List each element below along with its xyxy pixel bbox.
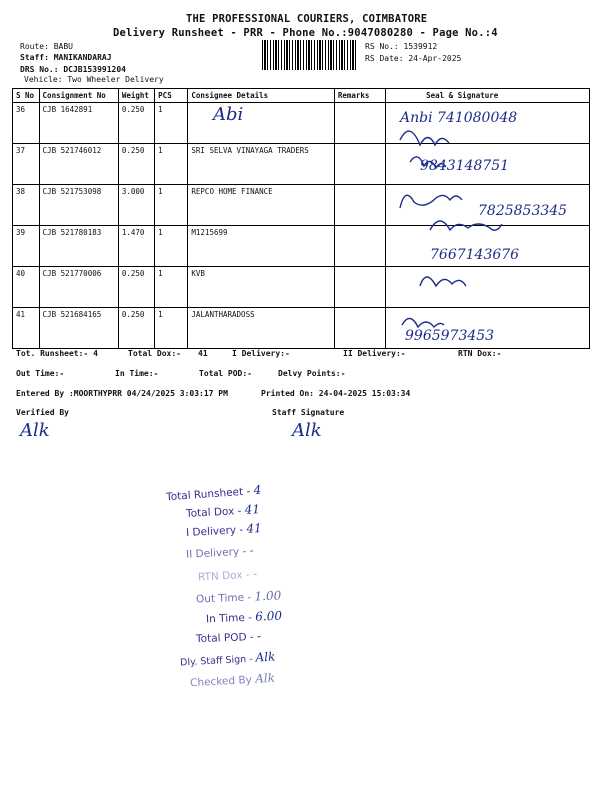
stamp-line-7: In Time - 6.00 (205, 608, 283, 626)
row-pcs: 1 (155, 144, 188, 185)
rtn-dox: RTN Dox:- (458, 349, 502, 358)
stamp-line-1: Total Runsheet - 4 (165, 482, 262, 504)
col-remarks: Remarks (334, 89, 385, 103)
seal-signature-36: Anbi 741080048 (400, 110, 518, 126)
row-remarks (334, 103, 385, 144)
row-weight: 1.470 (118, 226, 154, 267)
row-sno: 38 (13, 185, 40, 226)
verified-by-label: Verified By (16, 408, 69, 417)
row-consignee: JALANTHARADOSS (188, 308, 334, 349)
row-consignment: CJB 521780183 (39, 226, 118, 267)
company-title: THE PROFESSIONAL COURIERS, COIMBATORE (186, 13, 428, 25)
staff-signature: Alk (292, 420, 322, 441)
row-remarks (334, 226, 385, 267)
row-sno: 39 (13, 226, 40, 267)
route-label: Route: BABU (20, 42, 73, 51)
stamp-line-5: RTN Dox - - (197, 566, 258, 584)
row-pcs: 1 (155, 267, 188, 308)
row-weight: 3.000 (118, 185, 154, 226)
col-sno: S No (13, 89, 40, 103)
row-pcs: 1 (155, 308, 188, 349)
col-seal: Seal & Signature (386, 89, 590, 103)
vehicle-label: Vehicle: Two Wheeler Delivery (24, 75, 164, 84)
row-consignment: CJB 1642891 (39, 103, 118, 144)
stamp-line-8: Total POD - - (195, 628, 262, 646)
row-sno: 40 (13, 267, 40, 308)
stamp-line-9: Dly. Staff Sign - Alk (179, 649, 276, 669)
tot-runsheet: Tot. Runsheet:- 4 (16, 349, 98, 358)
row-pcs: 1 (155, 185, 188, 226)
row-remarks (334, 185, 385, 226)
row-consignment: CJB 521746012 (39, 144, 118, 185)
seal-signature-37: 9843148751 (420, 158, 510, 174)
row-consignment: CJB 521753098 (39, 185, 118, 226)
stamp-line-4: II Delivery - - (185, 543, 254, 561)
staff-label: Staff: MANIKANDARAJ (20, 53, 112, 62)
row-pcs: 1 (155, 103, 188, 144)
i-delivery: I Delivery:- (232, 349, 290, 358)
ii-delivery: II Delivery:- (343, 349, 406, 358)
row-consignment: CJB 521770006 (39, 267, 118, 308)
row-remarks (334, 144, 385, 185)
row-consignee: M1215699 (188, 226, 334, 267)
out-time: Out Time:- (16, 369, 65, 378)
seal-signature-41: 9965973453 (405, 328, 495, 344)
seal-signature-39: 7667143676 (430, 247, 520, 263)
entered-by: Entered By :MOORTHYPRR 04/24/2025 3:03:17 PM (16, 389, 228, 398)
drs-number: DRS No.: DCJB153991204 (20, 65, 126, 74)
stamp-line-3: I Delivery - 41 (185, 521, 263, 539)
rs-number: RS No.: 1539912 (365, 42, 438, 51)
seal-signature-38: 7825853345 (478, 203, 568, 219)
row-consignee (188, 103, 334, 144)
row-remarks (334, 308, 385, 349)
delvy-points: Delvy Points:- (278, 369, 346, 378)
stamp-line-6: Out Time - 1.00 (195, 588, 282, 606)
runsheet-subtitle: Delivery Runsheet - PRR - Phone No.:9047080280 - Page No.:4 (113, 27, 498, 39)
consignee-signature-36: Abi (213, 104, 244, 125)
rs-date: RS Date: 24-Apr-2025 (365, 54, 462, 63)
col-consignment: Consignment No (39, 89, 118, 103)
stamp-line-10: Checked By Alk (189, 670, 276, 690)
verified-signature: Alk (20, 420, 50, 441)
row-sno: 41 (13, 308, 40, 349)
col-pcs: PCS (155, 89, 188, 103)
barcode (262, 40, 358, 70)
total-dox-value: 41 (198, 349, 208, 358)
row-consignee: SRI SELVA VINAYAGA TRADERS (188, 144, 334, 185)
row-weight: 0.250 (118, 144, 154, 185)
row-weight: 0.250 (118, 103, 154, 144)
row-consignee: REPCO HOME FINANCE (188, 185, 334, 226)
row-consignment: CJB 521684165 (39, 308, 118, 349)
total-pod: Total POD:- (199, 369, 252, 378)
row-remarks (334, 267, 385, 308)
row-sno: 37 (13, 144, 40, 185)
in-time: In Time:- (115, 369, 159, 378)
row-weight: 0.250 (118, 308, 154, 349)
staff-signature-label: Staff Signature (272, 408, 345, 417)
row-pcs: 1 (155, 226, 188, 267)
stamp-line-2: Total Dox - 41 (185, 502, 261, 520)
row-sno: 36 (13, 103, 40, 144)
row-consignee: KVB (188, 267, 334, 308)
printed-on: Printed On: 24-04-2025 15:03:34 (261, 389, 411, 398)
col-consignee: Consignee Details (188, 89, 334, 103)
total-dox-label: Total Dox:- (128, 349, 181, 358)
col-weight: Weight (118, 89, 154, 103)
signature-scribbles (380, 100, 590, 340)
row-weight: 0.250 (118, 267, 154, 308)
